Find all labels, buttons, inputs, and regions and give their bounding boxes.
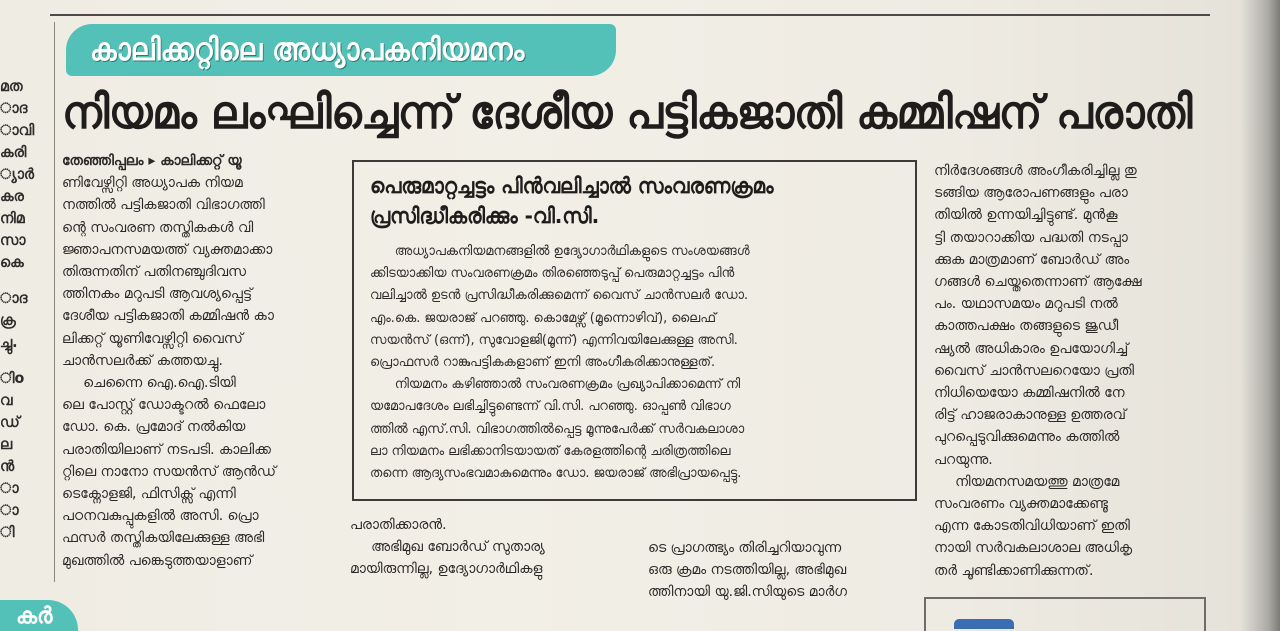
text-line: ണിവേഴ്സിറ്റി അധ്യാപക നിയമ	[62, 175, 243, 192]
paragraph-gap	[0, 273, 48, 287]
sidebar-text-line: പ്രൊഫസർ റാങ്കുപട്ടികകളാണ് ഇനി അംഗീകരിക്കാനുള്ളത്.	[370, 354, 716, 371]
text-line: ടങ്ങിയ ആരോപണങ്ങളും പരാ	[934, 185, 1128, 202]
sidebar-text-line: ലാ നിയമനം ലഭിക്കാനിടയായത് കേരളത്തിന്റെ ചരിത്രത്തിലെ	[370, 442, 731, 459]
text-line: അഭിമുഖ ബോർഡ് സുതാര്യ	[371, 539, 545, 556]
text-line: ലെ പോസ്റ്റ് ഡോക്ടറൽ ഫെലോ	[62, 397, 266, 414]
text-line: ാ	[0, 479, 19, 497]
text-line: പുറപ്പെടുവിക്കുമെന്നും കത്തിൽ	[934, 429, 1120, 446]
text-line: ി	[0, 523, 15, 541]
text-line: ാദ	[0, 289, 28, 307]
text-line: ക്കുക മാത്രമാണ് ബോർഡ് അം	[934, 251, 1130, 268]
next-kicker-text: കർ	[16, 604, 53, 629]
text-line: ൻ	[0, 457, 15, 475]
text-line: ിo	[0, 369, 25, 387]
text-line: പരാതിയിലാണ് നടപടി. കാലിക്ക	[62, 441, 271, 458]
text-line: തിയിൽ ഉന്നയിച്ചിട്ടുണ്ട്. മുൻകൂ	[934, 207, 1118, 224]
text-line: ട്ടി തയാറാക്കിയ പദ്ധതി നടപ്പാ	[934, 229, 1128, 246]
article-column-4	[934, 160, 1216, 582]
text-line: പരാതിക്കാരൻ.	[350, 517, 447, 533]
top-rule	[50, 14, 1210, 16]
text-line: കര	[0, 187, 24, 205]
text-line: ഗങ്ങൾ ചെയ്തതെന്നാണ് ആക്ഷേ	[934, 274, 1142, 291]
text-line: ഒരു ക്രമം നടത്തിയില്ല, അഭിമുഖ	[648, 562, 847, 579]
text-line: ഡോ. കെ. പ്രമോദ് നൽകിയ	[62, 419, 246, 436]
text-line: ന്റെ സംവരണ തസ്തികകൾ വി	[62, 219, 254, 236]
text-line: മായിരുന്നില്ല, ഉദ്യോഗാർഥികളു	[350, 561, 543, 578]
text-line: ത്തിനായി യു.ജി.സിയുടെ മാർഗ	[648, 584, 847, 601]
text-line: പറയുന്നു.	[934, 451, 993, 468]
text-line: വൈസ് ചാൻസലറെയോ പ്രതി	[934, 362, 1135, 379]
article-column-3-bottom	[648, 537, 928, 604]
text-line: നായി സർവകലാശാല അധികൃ	[934, 540, 1133, 557]
sidebar-text-line: എം.കെ. ജയരാജ് പറഞ്ഞു. കൊമേഴ്സ് (മൂന്നൊഴിവ്), ലൈഫ്	[370, 309, 717, 326]
text-line: ാവി	[0, 121, 35, 139]
text-line: ഫസർ തസ്തികയിലേക്കുള്ള അഭി	[62, 530, 265, 547]
sidebar-box	[352, 160, 917, 501]
text-line: ടെക്നോളജി, ഫിസിക്സ് എന്നി	[62, 486, 236, 503]
text-line: ക്ര	[0, 311, 16, 329]
kicker-label	[66, 24, 616, 76]
text-line: ലിക്കറ്റ് യൂണിവേഴ്സിറ്റി വൈസ്	[62, 330, 243, 347]
text-line: ്യാർ	[0, 165, 34, 183]
text-line: തർ ചൂണ്ടിക്കാണിക്കുന്നത്.	[934, 562, 1094, 579]
text-line: തിരുന്നതിന് പതിനഞ്ചുദിവസ	[62, 264, 246, 281]
sidebar-text-line: വലിച്ചാൽ ഉടൻ പ്രസിദ്ധീകരിക്കുമെന്ന് വൈസ് ചാൻസലർ ഡോ.	[370, 287, 749, 304]
text-line: പം. യഥാസമയം മറുപടി നൽ	[934, 296, 1118, 313]
text-line: ാദ	[0, 99, 28, 117]
text-line: ചാൻസലർക്ക് കത്തയച്ചു.	[62, 352, 223, 369]
sidebar-text-line: നിയമനം കഴിഞ്ഞാൽ സംവരണക്രമം പ്രഖ്യാപിക്കാമെന്ന് നി	[394, 376, 741, 393]
text-line: ഷ്യൽ അധികാരം ഉപയോഗിച്ച്	[934, 340, 1129, 357]
text-line: കരി	[0, 143, 27, 161]
kicker-text: കാലിക്കറ്റിലെ അധ്യാപകനിയമനം	[90, 31, 525, 68]
text-line: നിർദേശങ്ങൾ അംഗീകരിച്ചില്ല തു	[934, 163, 1137, 179]
text-line: ത്തിനകം മറുപടി ആവശ്യപ്പെട്ട്	[62, 286, 253, 303]
text-line: കെ	[0, 253, 24, 271]
text-line: നിമ	[0, 209, 25, 227]
sidebar-title-line-2: പ്രസിദ്ധീകരിക്കും -വി.സി.	[370, 204, 600, 229]
text-line: ാ	[0, 501, 19, 519]
text-line: കാത്തപക്ഷം തങ്ങളുടെ ജുഡീ	[934, 318, 1119, 335]
text-line: ജ്ഞാപനസമയത്ത് വ്യക്തമാക്കാ	[62, 241, 273, 258]
text-line: ചെന്നൈ ഐ.ഐ.ടിയി	[83, 375, 236, 392]
text-line: മത	[0, 77, 23, 95]
article-column-1	[62, 150, 334, 572]
sidebar-body	[370, 240, 899, 484]
text-line: നിയമനസമയത്തു മാത്രമേ	[955, 473, 1120, 490]
text-line: ഡ്	[0, 413, 20, 431]
next-article-label-stub	[954, 619, 1014, 629]
text-line: വ	[0, 391, 13, 409]
sidebar-text-line: ക്കിടയാക്കിയ സംവരണക്രമം തിരഞ്ഞെടുപ്പ് പെരുമാറ്റച്ചട്ടം പിൻ	[370, 265, 735, 282]
text-line: നത്തിൽ പട്ടികജാതി വിഭാഗത്തി	[62, 197, 265, 214]
column-divider	[54, 22, 55, 582]
text-line: ച്ചു.	[0, 333, 18, 351]
sidebar-text-line: അധ്യാപകനിയമനങ്ങളിൽ ഉദ്യോഗാർഥികളുടെ സംശയങ്ങൾ	[394, 243, 750, 259]
text-line: പഠനവകുപ്പുകളിൽ അസി. പ്രൊ	[62, 508, 259, 525]
page-fold-shadow	[1240, 0, 1280, 631]
text-line: തേഞ്ഞിപ്പലം ▸ കാലിക്കറ്റ് യൂ	[62, 153, 242, 169]
sidebar-text-line: തന്നെ ആദ്യസംഭവമാകുമെന്നും ഡോ. ജയരാജ് അഭിപ്രായപ്പെട്ടു.	[370, 465, 742, 482]
sidebar-text-line: യമോപദേശം ലഭിച്ചിട്ടുണ്ടെന്ന് വി.സി. പറഞ്ഞു. ഓപ്പൺ വിഭാഗ	[370, 398, 731, 415]
text-line: എന്ന കോടതിവിധിയാണ് ഇതി	[934, 518, 1130, 535]
headline: നിയമം ലംഘിച്ചെന്ന് ദേശീയ പട്ടികജാതി കമ്മിഷന് പരാതി	[62, 85, 1193, 139]
article-column-2-bottom	[350, 514, 636, 581]
text-line: ല	[0, 435, 13, 453]
text-line: ടെ പ്രാഗത്ഭ്യം തിരിച്ചറിയാവുന്ന	[648, 540, 842, 556]
text-line: സാ	[0, 231, 26, 249]
paragraph-gap	[0, 353, 48, 367]
text-line: സംവരണം വ്യക്തമാക്കേണ്ടൂ	[934, 496, 1109, 513]
sidebar-text-line: സയൻസ് (ഒന്ന്), സുവോളജി(മൂന്ന്) എന്നിവയിലേക്കുള്ള അസി.	[370, 331, 738, 348]
text-line: നിധിയെയോ കമ്മിഷനിൽ നേ	[934, 385, 1125, 402]
text-line: രിട്ട് ഹാജരാകാനുള്ള ഉത്തരവ്	[934, 407, 1127, 424]
text-line: ദേശീയ പട്ടികജാതി കമ്മിഷൻ കാ	[62, 308, 274, 325]
sidebar-title-line-1: പെരുമാറ്റച്ചട്ടം പിൻവലിച്ചാൽ സംവരണക്രമം	[370, 174, 774, 199]
text-line: മുഖത്തിൽ പങ്കെടുത്തയാളാണ്	[62, 552, 253, 569]
text-line: റ്റിലെ നാനോ സയൻസ് ആൻഡ്	[62, 463, 277, 480]
next-article-box	[924, 597, 1206, 631]
sidebar-text-line: ത്തിൽ എസ്.സി. വിഭാഗത്തിൽപ്പെട്ട മൂന്നുപേർക്ക് സർവകലാശാ	[370, 420, 745, 437]
left-clipped-column	[0, 75, 48, 575]
